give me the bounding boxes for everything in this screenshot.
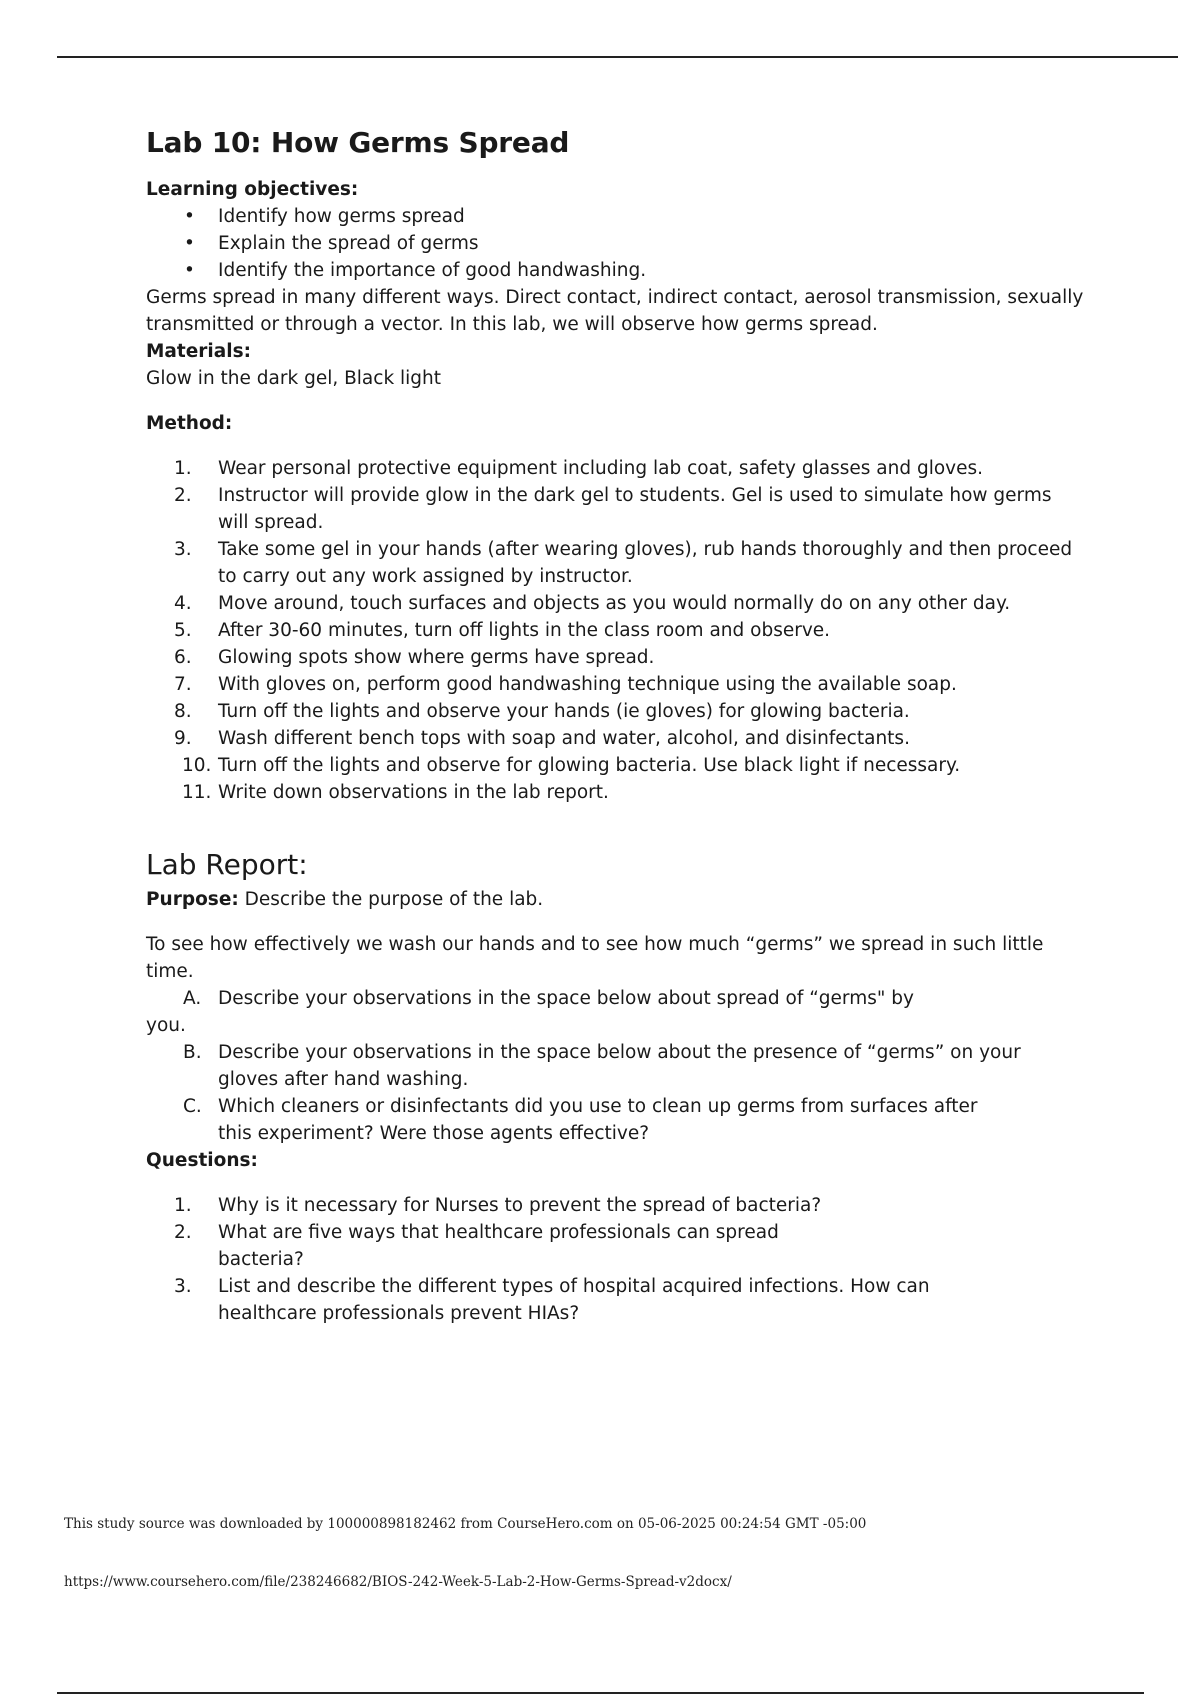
question-number: 3. bbox=[174, 1276, 192, 1297]
document-body bbox=[146, 126, 1086, 1327]
item-letter: B. bbox=[183, 1042, 202, 1063]
step-text: Turn off the lights and observe your hands (ie gloves) for glowing bacteria. bbox=[218, 701, 910, 722]
report-item-b bbox=[146, 1039, 1086, 1093]
list-item bbox=[146, 590, 1086, 617]
list-item bbox=[146, 644, 1086, 671]
list-item bbox=[146, 257, 1086, 284]
step-text: Wash different bench tops with soap and water, alcohol, and disinfectants. bbox=[218, 728, 910, 749]
step-text: Move around, touch surfaces and objects as you would normally do on any other day. bbox=[218, 593, 1011, 614]
questions-list bbox=[146, 1192, 1086, 1327]
method-steps-list bbox=[146, 455, 1086, 806]
question-text: What are five ways that healthcare professionals can spread bbox=[218, 1222, 779, 1243]
question-text: Why is it necessary for Nurses to prevent the spread of bacteria? bbox=[218, 1195, 822, 1216]
step-number: 10. bbox=[182, 755, 212, 776]
method-label: Method: bbox=[146, 413, 233, 434]
item-letter: A. bbox=[183, 988, 202, 1009]
spacer bbox=[146, 913, 1086, 931]
step-number: 1. bbox=[174, 458, 192, 479]
step-text: With gloves on, perform good handwashing technique using the available soap. bbox=[218, 674, 957, 695]
purpose-answer: To see how effectively we wash our hands and to see how much “germs” we spread in such little time. bbox=[146, 934, 1044, 982]
list-item bbox=[146, 536, 1086, 590]
item-text: Describe your observations in the space below about the presence of “germs” on your bbox=[218, 1042, 1021, 1063]
question-text: healthcare professionals prevent HIAs? bbox=[218, 1303, 580, 1324]
step-number: 8. bbox=[174, 701, 192, 722]
intro-line: Germs spread in many different ways. Direct contact, indirect contact, aerosol transmission, sexually bbox=[146, 287, 1084, 308]
source-url: https://www.coursehero.com/file/238246682/BIOS-242-Week-5-Lab-2-How-Germs-Spread-v2docx/ bbox=[64, 1574, 732, 1590]
questions-label: Questions: bbox=[146, 1150, 258, 1171]
item-text: this experiment? Were those agents effective? bbox=[218, 1123, 650, 1144]
materials-label: Materials: bbox=[146, 341, 251, 362]
purpose-label: Purpose: bbox=[146, 889, 239, 910]
spacer bbox=[146, 392, 1086, 410]
question-text: List and describe the different types of hospital acquired infections. How can bbox=[218, 1276, 930, 1297]
list-item bbox=[146, 752, 1086, 779]
question-text: bacteria? bbox=[218, 1249, 304, 1270]
list-item bbox=[146, 698, 1086, 725]
item-text: Describe your observations in the space below about spread of “germs" by bbox=[218, 988, 914, 1009]
step-text: Wear personal protective equipment including lab coat, safety glasses and gloves. bbox=[218, 458, 984, 479]
bottom-rule bbox=[57, 1692, 1144, 1694]
list-item bbox=[146, 671, 1086, 698]
step-text: Glowing spots show where germs have spread. bbox=[218, 647, 655, 668]
question-number: 1. bbox=[174, 1195, 192, 1216]
intro-line: transmitted or through a vector. In this lab, we will observe how germs spread. bbox=[146, 314, 878, 335]
objective-text: Identify how germs spread bbox=[218, 206, 465, 227]
step-number: 7. bbox=[174, 674, 192, 695]
bullet-icon: • bbox=[184, 260, 195, 281]
list-item bbox=[146, 1273, 1086, 1327]
list-item bbox=[146, 617, 1086, 644]
spacer bbox=[146, 1174, 1086, 1192]
intro-paragraph bbox=[146, 284, 1086, 338]
objective-text: Explain the spread of germs bbox=[218, 233, 479, 254]
step-text: Instructor will provide glow in the dark gel to students. Gel is used to simulate how germs bbox=[218, 485, 1052, 506]
download-source-note: This study source was downloaded by 100000898182462 from CourseHero.com on 05-06-2025 00:24:54 GMT -05:00 bbox=[64, 1516, 867, 1532]
step-number: 6. bbox=[174, 647, 192, 668]
purpose-line bbox=[146, 886, 1086, 913]
learning-objectives-label: Learning objectives: bbox=[146, 179, 359, 200]
step-number: 2. bbox=[174, 485, 192, 506]
step-number: 5. bbox=[174, 620, 192, 641]
bullet-icon: • bbox=[184, 206, 195, 227]
top-rule bbox=[57, 56, 1178, 58]
spacer bbox=[146, 806, 1086, 848]
step-text: Take some gel in your hands (after wearing gloves), rub hands thoroughly and then proceed bbox=[218, 539, 1073, 560]
list-item bbox=[146, 1219, 1086, 1273]
step-text: Write down observations in the lab report. bbox=[218, 782, 609, 803]
objective-text: Identify the importance of good handwashing. bbox=[218, 260, 647, 281]
step-number: 4. bbox=[174, 593, 192, 614]
purpose-text: Describe the purpose of the lab. bbox=[238, 889, 544, 910]
list-item bbox=[146, 482, 1086, 536]
learning-objectives-list bbox=[146, 203, 1086, 284]
step-number: 11. bbox=[182, 782, 212, 803]
list-item bbox=[146, 230, 1086, 257]
question-number: 2. bbox=[174, 1222, 192, 1243]
lab-report-title: Lab Report: bbox=[146, 848, 308, 881]
step-text: to carry out any work assigned by instructor. bbox=[218, 566, 633, 587]
item-text: gloves after hand washing. bbox=[218, 1069, 469, 1090]
item-letter: C. bbox=[183, 1096, 202, 1117]
step-number: 3. bbox=[174, 539, 192, 560]
list-item bbox=[146, 455, 1086, 482]
report-item-c bbox=[146, 1093, 1086, 1147]
list-item bbox=[146, 1192, 1086, 1219]
step-number: 9. bbox=[174, 728, 192, 749]
list-item bbox=[146, 203, 1086, 230]
item-text: you. bbox=[146, 1015, 186, 1036]
step-text: will spread. bbox=[218, 512, 324, 533]
list-item bbox=[146, 725, 1086, 752]
spacer bbox=[146, 437, 1086, 455]
item-text: Which cleaners or disinfectants did you use to clean up germs from surfaces after bbox=[218, 1096, 978, 1117]
document-title: Lab 10: How Germs Spread bbox=[146, 126, 570, 159]
list-item bbox=[146, 779, 1086, 806]
step-text: Turn off the lights and observe for glowing bacteria. Use black light if necessary. bbox=[218, 755, 961, 776]
materials-text: Glow in the dark gel, Black light bbox=[146, 368, 442, 389]
bullet-icon: • bbox=[184, 233, 195, 254]
step-text: After 30-60 minutes, turn off lights in the class room and observe. bbox=[218, 620, 831, 641]
report-item-a bbox=[146, 985, 1086, 1039]
